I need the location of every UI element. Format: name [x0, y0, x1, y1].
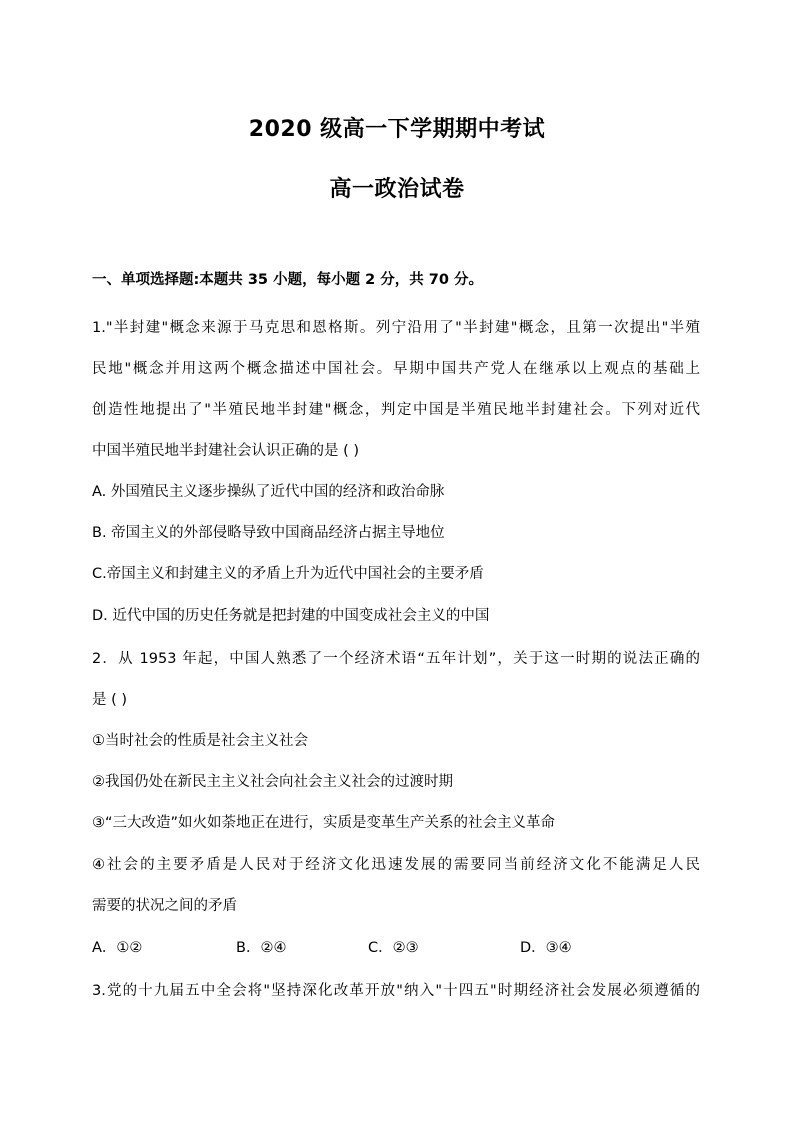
q2-statement-4-line-1: ④社会的主要矛盾是人民对于经济文化迅速发展的需要同当前经济文化不能满足人民	[92, 857, 700, 873]
q2-option-a: A．①②	[92, 940, 143, 956]
q2-statement-4-line-2: 需要的状况之间的矛盾	[92, 898, 237, 914]
q1-stem-line-4: 中国半殖民地半封建社会认识正确的是 ( )	[92, 443, 360, 459]
q2-option-b: B．②④	[236, 940, 287, 956]
page-subtitle: 高一政治试卷	[329, 177, 465, 202]
q2-statement-3: ③“三大改造”如火如荼地正在进行，实质是变革生产关系的社会主义革命	[92, 815, 556, 831]
q1-stem-line-3: 创造性地提出了"半殖民地半封建"概念，判定中国是半殖民地半封建社会。下列对近代	[92, 402, 700, 418]
page-title: 2020 级高一下学期期中考试	[248, 117, 546, 142]
q1-option-c: C.帝国主义和封建主义的矛盾上升为近代中国社会的主要矛盾	[92, 566, 484, 582]
q2-option-c: C．②③	[368, 940, 419, 956]
q1-stem-line-1: 1."半封建"概念来源于马克思和恩格斯。列宁沿用了"半封建"概念，且第一次提出"半殖	[92, 320, 700, 336]
q1-option-b: B. 帝国主义的外部侵略导致中国商品经济占据主导地位	[92, 525, 445, 541]
section-heading: 一、单项选择题:本题共 35 小题，每小题 2 分，共 70 分。	[92, 272, 484, 288]
q2-option-d: D．③④	[520, 940, 572, 956]
q1-stem-line-2: 民地"概念并用这两个概念描述中国社会。早期中国共产党人在继承以上观点的基础上	[92, 361, 700, 377]
q2-statement-2: ②我国仍处在新民主主义社会向社会主义社会的过渡时期	[92, 774, 453, 790]
q2-stem-line-2: 是 ( )	[92, 692, 128, 708]
q3-stem-line-1: 3.党的十九届五中全会将"坚持深化改革开放"纳入"十四五"时期经济社会发展必须遵循的	[92, 983, 700, 999]
q1-option-d: D. 近代中国的历史任务就是把封建的中国变成社会主义的中国	[92, 608, 490, 624]
q2-stem-line-1: 2．从 1953 年起，中国人熟悉了一个经济术语“五年计划”，关于这一时期的说法正确的	[92, 651, 700, 667]
q2-options-row	[92, 936, 702, 960]
q2-statement-1: ①当时社会的性质是社会主义社会	[92, 733, 308, 749]
q1-option-a: A. 外国殖民主义逐步操纵了近代中国的经济和政治命脉	[92, 484, 445, 500]
